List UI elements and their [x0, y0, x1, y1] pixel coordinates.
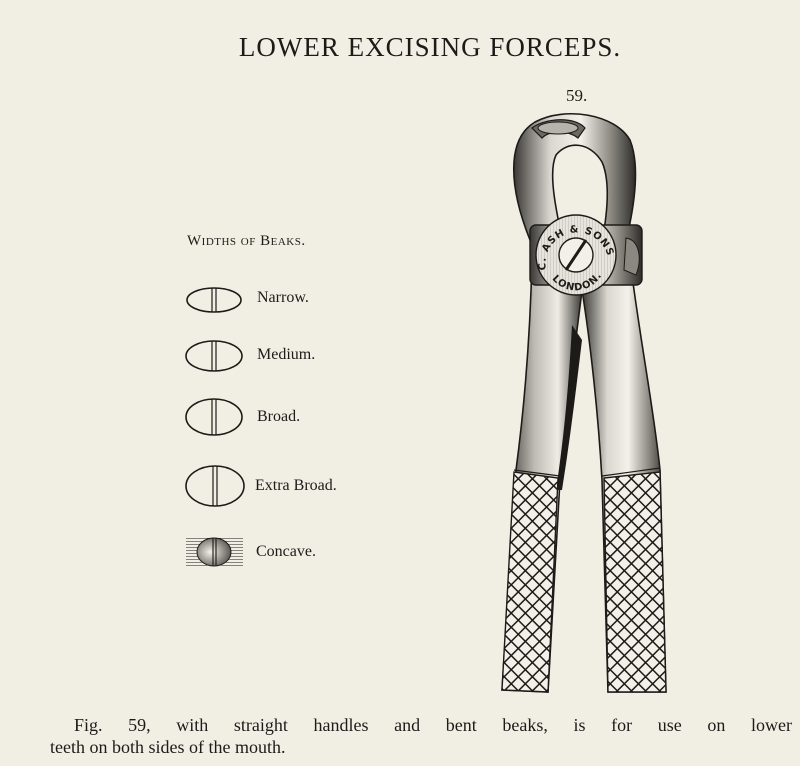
extra-broad-beak-icon [185, 465, 255, 509]
narrow-beak-icon [185, 283, 255, 319]
beak-label-medium: Medium. [257, 346, 316, 363]
medium-beak-icon [185, 339, 255, 375]
beak-label-concave: Concave. [256, 543, 316, 560]
figure-caption [50, 714, 792, 758]
svg-text:LONDON. [550, 270, 605, 293]
figure-number: 59. [566, 86, 588, 105]
caption-line-2: teeth on both sides of the mouth. [50, 737, 286, 757]
beak-label-broad: Broad. [257, 408, 301, 425]
makers-stamp [490, 110, 680, 410]
beak-widths-heading: Widths of Beaks. [187, 233, 306, 249]
caption-line-1: Fig. 59, with straight handles and bent beaks, is for use on lower [74, 715, 792, 735]
svg-text:C. ASH & SONS [537, 224, 615, 270]
beak-label-narrow: Narrow. [257, 289, 309, 306]
stamp-maker-text: C. ASH & SONS [537, 224, 616, 271]
broad-beak-icon [185, 398, 255, 438]
page-title: LOWER EXCISING FORCEPS. [238, 32, 622, 62]
beak-label-extra-broad: Extra Broad. [255, 477, 337, 494]
concave-beak-icon [185, 535, 255, 571]
stamp-city-text: LONDON. [549, 270, 605, 294]
